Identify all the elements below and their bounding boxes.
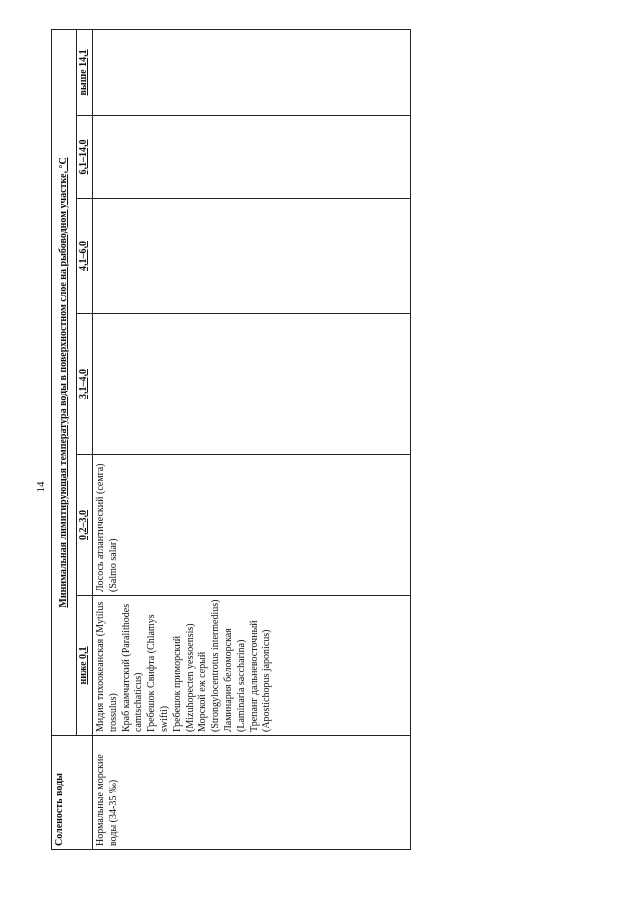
species-list (95, 458, 121, 592)
species-item: Мидия тихоокеанская (Mytilus trossulus) (95, 601, 119, 732)
band-header (77, 455, 93, 596)
table-row (93, 29, 411, 849)
band-header (77, 29, 93, 115)
species-item: Ламинария беломорская (Laminaria saccharina) (222, 628, 247, 732)
species-cell (93, 314, 411, 455)
species-item: Гребешок Свифта (Chlamys swifti) (146, 614, 170, 732)
salinity-header: Соленость воды (52, 736, 93, 850)
species-item: Краб камчатский (Paralithodes camtschaticus) (120, 603, 145, 732)
species-cell (93, 29, 411, 115)
species-cell (93, 596, 411, 736)
band-header-text: 6,1–14,0 (78, 139, 89, 175)
main-header (52, 29, 77, 735)
species-item: Лосось атлантический (семга) (Salmo salar) (95, 463, 119, 592)
salinity-cell: Нормальные морские воды (34-35 ‰) (93, 736, 411, 850)
species-cell (93, 455, 411, 596)
band-header (77, 199, 93, 314)
band-header-text: выше 14,1 (78, 49, 89, 96)
main-header-text: Минимальная лимитирующая температура воды в поверхностном слое на рыбоводном участке, °С (57, 157, 69, 608)
band-header (77, 596, 93, 736)
temperature-limits-table (51, 29, 411, 850)
species-item: Трепанг дальневосточный (Apostichopus japonicus) (248, 620, 273, 732)
band-header-text: 3,1–4,0 (78, 369, 89, 399)
species-cell (93, 116, 411, 199)
species-list (95, 599, 274, 732)
band-header-text: 0,2–3,0 (78, 510, 89, 540)
band-header (77, 116, 93, 199)
band-header-text: 4,1–6,0 (78, 241, 89, 271)
species-cell (93, 199, 411, 314)
species-item: Морской еж серый (Strongylocentrotus intermedius) (197, 599, 222, 732)
band-header-text: ниже 0,1 (78, 646, 89, 685)
species-item: Гребешок приморский (Mizuhopecten yessoensis) (171, 623, 196, 732)
rotated-table-wrapper (51, 30, 411, 850)
band-header (77, 314, 93, 455)
page-number: 14 (35, 481, 47, 493)
